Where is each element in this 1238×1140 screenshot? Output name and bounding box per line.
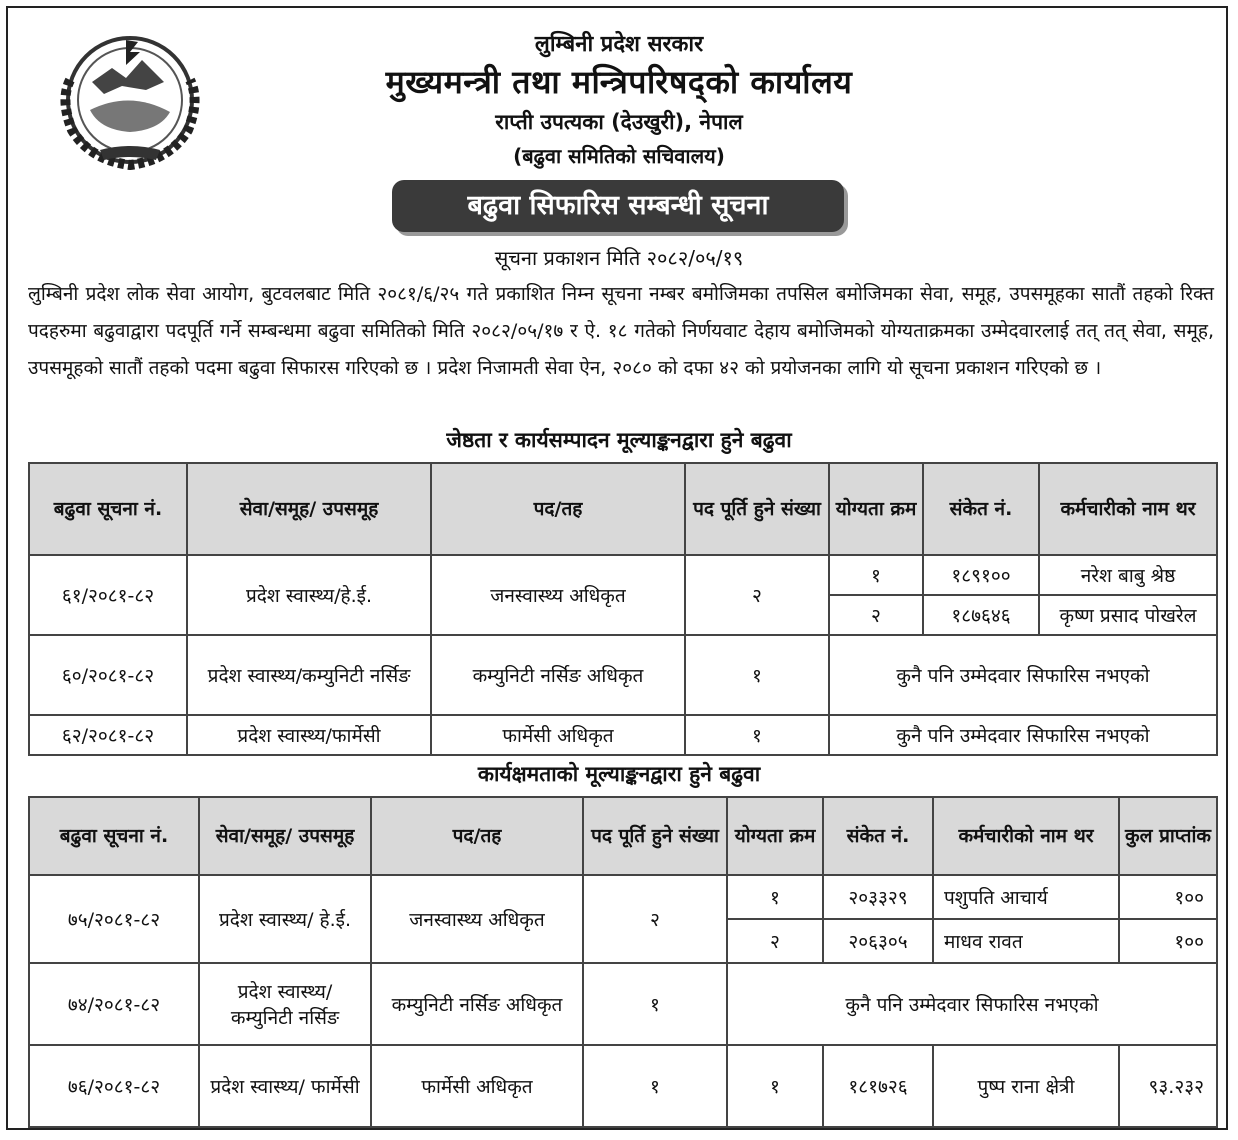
notice-no-cell: ७४/२०८१-८२: [29, 963, 199, 1045]
table-row: [29, 1045, 1217, 1127]
col-header: संकेत नं.: [923, 463, 1039, 555]
gov-name: लुम्बिनी प्रदेश सरकार: [534, 32, 704, 57]
col-header: संकेत नं.: [823, 797, 933, 875]
score-cell: ९३.२३२: [1119, 1045, 1217, 1127]
office-name: मुख्यमन्त्री तथा मन्त्रिपरिषद्को कार्यालय: [385, 63, 853, 101]
notice-no-cell: ६०/२०८१-८२: [29, 635, 187, 715]
col-header: पद/तह: [371, 797, 583, 875]
no-recommendation-cell: कुनै पनि उम्मेदवार सिफारिस नभएको: [727, 963, 1217, 1045]
service-cell: प्रदेश स्वास्थ्य/ हे.ई.: [199, 875, 371, 963]
notice-paragraph: लुम्बिनी प्रदेश लोक सेवा आयोग, बुटवलबाट मिति २०८१/६/२५ गते प्रकाशित निम्न सूचना नम्बर बमोजिमका तपसिल बमोजिमका सेवा, समूह, उपसमूहका सातौं तहको रिक्त पदहरुमा बढुवाद्वारा पदपूर्ति गर्ने सम्बन्धमा बढुवा समितिको मिति २०८२/०५/१७ र ऐ. १८ गतेको निर्णयवाट देहाय बमोजिमको योग्यताक्रमका उम्मेदवारलाई तत् तत् सेवा, समूह, उपसमूहको सातौं तहको पदमा बढुवा सिफारस गरिएको छ । प्रदेश निजामती सेवा ऐन, २०८० को दफा ४२ को प्रयोजनका लागि यो सूचना प्रकाशन गरिएको छ ।: [28, 283, 1214, 379]
notice-title-banner: बढुवा सिफारिस सम्बन्धी सूचना: [392, 180, 844, 232]
col-header: पद/तह: [431, 463, 685, 555]
code-cell: १८१७२६: [823, 1045, 933, 1127]
code-cell: २०३३२९: [823, 875, 933, 919]
vacancies-cell: १: [583, 1045, 727, 1127]
post-cell: कम्युनिटी नर्सिङ अधिकृत: [371, 963, 583, 1045]
office-address: राप्ती उपत्यका (देउखुरी), नेपाल: [495, 110, 743, 134]
post-cell: जनस्वास्थ्य अधिकृत: [371, 875, 583, 963]
post-cell: फार्मेसी अधिकृत: [371, 1045, 583, 1127]
vacancies-cell: २: [685, 555, 829, 635]
notice-no-cell: ७६/२०८१-८२: [29, 1045, 199, 1127]
service-cell: प्रदेश स्वास्थ्य/ कम्युनिटी नर्सिङ: [199, 963, 371, 1045]
post-cell: फार्मेसी अधिकृत: [431, 715, 685, 755]
col-header: सेवा/समूह/ उपसमूह: [199, 797, 371, 875]
col-header: बढुवा सूचना नं.: [29, 797, 199, 875]
post-cell: जनस्वास्थ्य अधिकृत: [431, 555, 685, 635]
score-cell: १००: [1119, 875, 1217, 919]
service-cell: प्रदेश स्वास्थ्य/हे.ई.: [187, 555, 431, 635]
score-cell: १००: [1119, 919, 1217, 963]
notice-no-cell: ६१/२०८१-८२: [29, 555, 187, 635]
no-recommendation-cell: कुनै पनि उम्मेदवार सिफारिस नभएको: [829, 635, 1217, 715]
col-header: कुल प्राप्तांक: [1119, 797, 1217, 875]
col-header: सेवा/समूह/ उपसमूह: [187, 463, 431, 555]
service-cell: प्रदेश स्वास्थ्य/कम्युनिटी नर्सिङ: [187, 635, 431, 715]
vacancies-cell: १: [685, 715, 829, 755]
col-header: कर्मचारीको नाम थर: [1039, 463, 1217, 555]
table-row: [29, 635, 1217, 715]
rank-cell: १: [829, 555, 923, 595]
post-cell: कम्युनिटी नर्सिङ अधिकृत: [431, 635, 685, 715]
table-row: [29, 963, 1217, 1045]
rank-cell: २: [829, 595, 923, 635]
table-header-row: [29, 797, 1217, 875]
rank-cell: २: [727, 919, 823, 963]
no-recommendation-cell: कुनै पनि उम्मेदवार सिफारिस नभएको: [829, 715, 1217, 755]
publish-date: सूचना प्रकाशन मिति २०८२/०५/१९: [494, 246, 744, 270]
notice-no-cell: ७५/२०८१-८२: [29, 875, 199, 963]
efficiency-promotion-table: [28, 796, 1218, 1128]
table-header-row: [29, 463, 1217, 555]
name-cell: कृष्ण प्रसाद पोखरेल: [1039, 595, 1217, 635]
col-header: योग्यता क्रम: [727, 797, 823, 875]
name-cell: पुष्प राना क्षेत्री: [933, 1045, 1119, 1127]
seniority-promotion-table: [28, 462, 1218, 756]
name-cell: पशुपति आचार्य: [933, 875, 1119, 919]
name-cell: माधव रावत: [933, 919, 1119, 963]
section1-title: जेष्ठता र कार्यसम्पादन मूल्याङ्कनद्वारा हुने बढुवा: [446, 428, 792, 452]
table-row: [29, 555, 1217, 595]
code-cell: १८९१००: [923, 555, 1039, 595]
service-cell: प्रदेश स्वास्थ्य/फार्मेसी: [187, 715, 431, 755]
col-header: पद पूर्ति हुने संख्या: [685, 463, 829, 555]
rank-cell: १: [727, 875, 823, 919]
vacancies-cell: २: [583, 875, 727, 963]
secretariat-name: (बढुवा समितिको सचिवालय): [513, 144, 725, 168]
notice-no-cell: ६२/२०८१-८२: [29, 715, 187, 755]
col-header: कर्मचारीको नाम थर: [933, 797, 1119, 875]
code-cell: २०६३०५: [823, 919, 933, 963]
table-row: [29, 875, 1217, 919]
vacancies-cell: १: [685, 635, 829, 715]
name-cell: नरेश बाबु श्रेष्ठ: [1039, 555, 1217, 595]
col-header: पद पूर्ति हुने संख्या: [583, 797, 727, 875]
service-cell: प्रदेश स्वास्थ्य/ फार्मेसी: [199, 1045, 371, 1127]
col-header: बढुवा सूचना नं.: [29, 463, 187, 555]
rank-cell: १: [727, 1045, 823, 1127]
table-row: [29, 715, 1217, 755]
section2-title: कार्यक्षमताको मूल्याङ्कनद्वारा हुने बढुवा: [477, 762, 761, 786]
code-cell: १८७६४६: [923, 595, 1039, 635]
vacancies-cell: १: [583, 963, 727, 1045]
col-header: योग्यता क्रम: [829, 463, 923, 555]
